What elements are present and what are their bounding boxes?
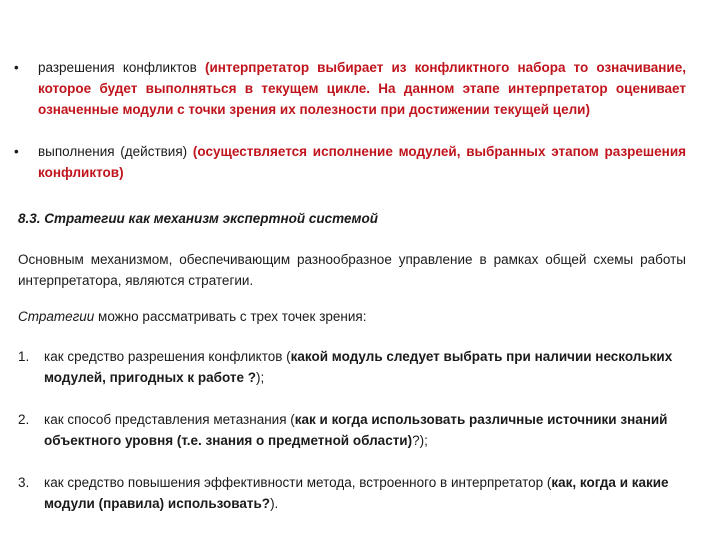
numbered-text bbox=[44, 346, 686, 388]
intro-paragraph: Основным механизмом, обеспечивающим разнообразное управление в рамках общей схемы работы интерпретатора, являются стратегии. bbox=[18, 252, 686, 288]
numbered-plain: как средство повышения эффективности метода, встроенного в интерпретатор ( bbox=[44, 475, 552, 490]
bullet-text bbox=[38, 57, 686, 120]
numbered-bold: как, когда и какие модули (правила) использовать? bbox=[44, 475, 669, 511]
bullet-detail: (осуществляется исполнение модулей, выбранных этапом разрешения конфликтов) bbox=[38, 144, 687, 180]
bullet-list bbox=[14, 57, 686, 183]
viewpoints-term: Стратегии bbox=[18, 309, 95, 324]
number-marker: 1. bbox=[18, 349, 30, 364]
number-marker: 3. bbox=[18, 475, 30, 490]
numbered-bold: как и когда использовать различные источники знаний объектного уровня (т.е. знания о предметной области) bbox=[44, 412, 668, 448]
number-marker: 2. bbox=[18, 412, 30, 427]
numbered-tail: ). bbox=[270, 496, 279, 511]
numbered-text bbox=[44, 472, 686, 514]
bullet-marker: • bbox=[14, 60, 19, 75]
numbered-tail: ?); bbox=[412, 433, 428, 448]
numbered-tail: ); bbox=[256, 370, 265, 385]
numbered-plain: как способ представления метазнания ( bbox=[44, 412, 295, 427]
section-heading: 8.3. Стратегии как механизм экспертной системой bbox=[18, 211, 378, 226]
numbered-item-metaknowledge bbox=[18, 409, 686, 451]
bullet-item-execution bbox=[14, 141, 686, 183]
numbered-text bbox=[44, 409, 686, 451]
bullet-text bbox=[38, 141, 686, 183]
numbered-item-conflict bbox=[18, 346, 686, 388]
numbered-list bbox=[18, 346, 686, 514]
viewpoints-rest: можно рассматривать с трех точек зрения: bbox=[94, 309, 367, 324]
bullet-lead: выполнения (действия) bbox=[38, 144, 193, 159]
bullet-marker: • bbox=[14, 144, 19, 159]
numbered-plain: как средство разрешения конфликтов ( bbox=[44, 349, 291, 364]
bullet-item-conflict-resolution bbox=[14, 57, 686, 120]
bullet-detail: (интерпретатор выбирает из конфликтного набора то означивание, которое будет выполняться в текущем цикле. На данном этапе интерпретатор оценивает означенные модули с точки зрения их полезности при достижении текущей цели) bbox=[38, 60, 686, 117]
numbered-item-efficiency bbox=[18, 472, 686, 514]
numbered-bold: какой модуль следует выбрать при наличии нескольких модулей, пригодных к работе ? bbox=[44, 349, 673, 385]
bullet-lead: разрешения конфликтов bbox=[38, 60, 205, 75]
viewpoints-paragraph bbox=[18, 306, 686, 327]
